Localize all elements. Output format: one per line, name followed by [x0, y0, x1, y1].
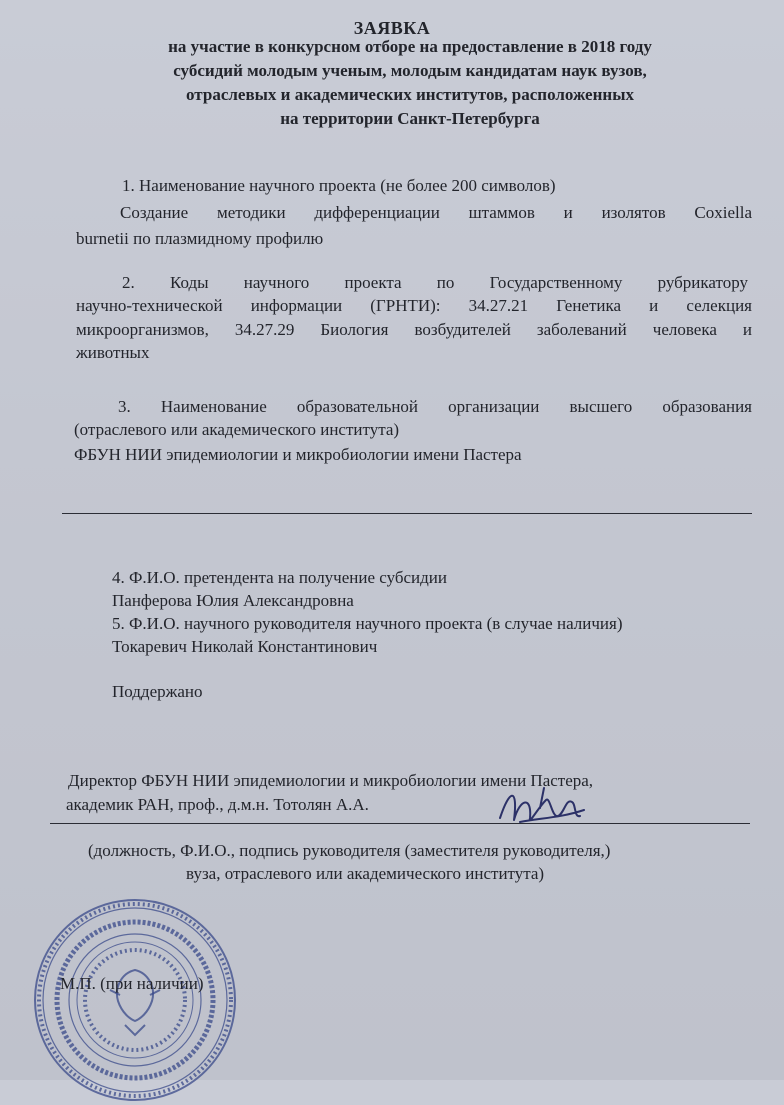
section1-heading: 1. Наименование научного проекта (не более 200 символов) — [122, 176, 556, 195]
section3-line-2: (отраслевого или академического института) — [74, 420, 400, 439]
director-signature — [480, 778, 600, 838]
stamp-note: М.П. (при наличии) — [60, 974, 204, 993]
section2-line-2: научно-технической информации (ГРНТИ): 34.27.21 Генетика и селекция — [76, 296, 752, 315]
section4-value: Панферова Юлия Александровна — [112, 591, 354, 610]
section5-value: Токаревич Николай Константинович — [112, 637, 378, 656]
subtitle-line-4: на территории Санкт-Петербурга — [280, 109, 540, 128]
status-text: Поддержано — [112, 682, 203, 701]
director-line-2: академик РАН, проф., д.м.н. Тотолян А.А. — [66, 795, 369, 814]
official-seal — [30, 895, 240, 1105]
section1-value-line-1: Создание методики дифференциации штаммов и изолятов Coxiella — [120, 203, 752, 222]
section3-value: ФБУН НИИ эпидемиологии и микробиологии имени Пастера — [74, 445, 522, 464]
section2-line-4: животных — [76, 343, 150, 362]
section5-heading: 5. Ф.И.О. научного руководителя научного проекта (в случае наличия) — [112, 614, 623, 633]
section2-line-1: 2. Коды научного проекта по Государственному рубрикатору — [122, 273, 748, 292]
section2-line-3: микроорганизмов, 34.27.29 Биология возбудителей заболеваний человека и — [76, 320, 752, 339]
section4-heading: 4. Ф.И.О. претендента на получение субсидии — [112, 568, 447, 587]
section3-line-1: 3. Наименование образовательной организации высшего образования — [118, 397, 752, 416]
signature-line — [50, 823, 750, 824]
caption-line-1: (должность, Ф.И.О., подпись руководителя (заместителя руководителя,) — [88, 841, 611, 860]
subtitle-line-3: отраслевых и академических институтов, расположенных — [186, 85, 634, 104]
divider-line — [62, 513, 752, 514]
section1-value-line-2: burnetii по плазмидному профилю — [76, 229, 324, 248]
document-title: ЗАЯВКА — [353, 18, 431, 38]
director-line-1: Директор ФБУН НИИ эпидемиологии и микробиологии имени Пастера, — [68, 771, 594, 790]
caption-line-2: вуза, отраслевого или академического института) — [186, 864, 545, 883]
subtitle-line-1: на участие в конкурсном отборе на предоставление в 2018 году — [168, 37, 652, 56]
subtitle-line-2: субсидий молодым ученым, молодым кандидатам наук вузов, — [173, 61, 647, 80]
